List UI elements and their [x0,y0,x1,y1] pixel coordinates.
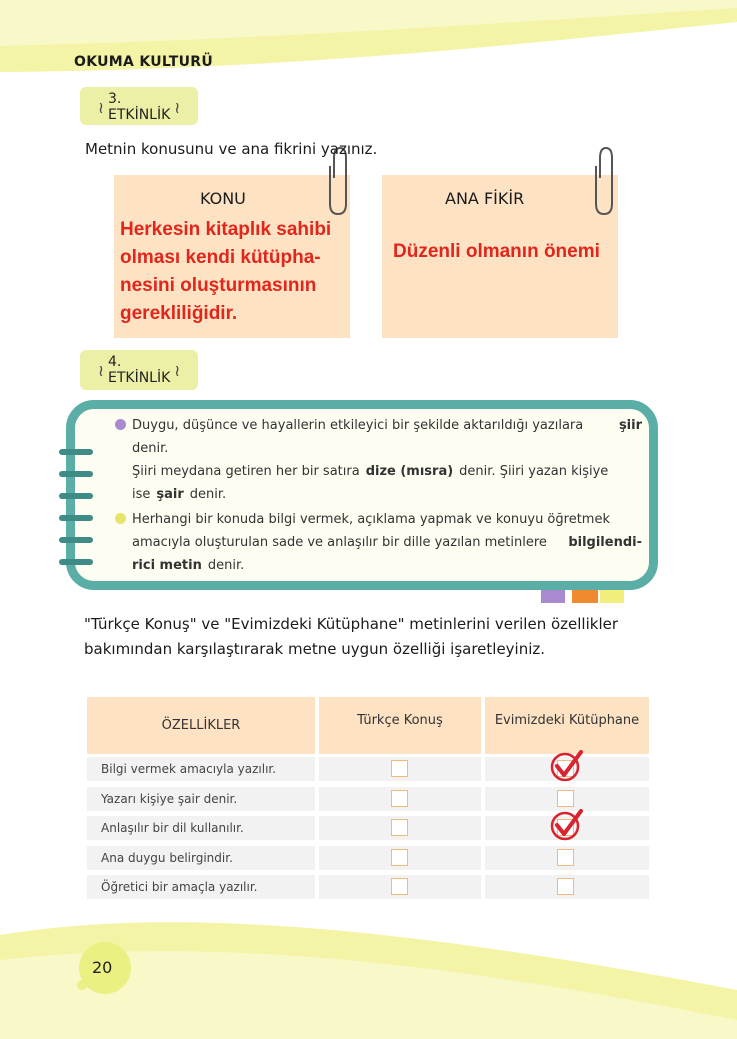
spiral-ring-icon [59,471,93,477]
feature-label: Öğretici bir amaçla yazılır. [101,880,258,894]
checkbox-evimizdeki[interactable] [557,790,574,807]
color-strip-yellow [600,590,624,603]
konu-answer-line: Herkesin kitaplık sahibi [120,219,332,240]
ana-fikir-label: ANA FİKİR [445,189,525,208]
spiral-ring-icon [59,493,93,499]
konu-answer [120,216,331,328]
info-text: Duygu, düşünce ve hayallerin etkileyici bir şekilde aktarıldığı yazılara [132,418,584,433]
konu-answer-line: nesini oluşturmasının [120,275,317,296]
feature-label: Anlaşılır bir dil kullanılır. [101,821,244,835]
checkbox-evimizdeki[interactable] [557,878,574,895]
info-line [132,483,642,506]
info-paragraph-1 [132,414,642,506]
info-line: denir. [132,441,169,456]
konu-answer-line: olması kendi kütüpha- [120,247,321,268]
tag-squiggle-right-icon: ≀ [174,360,181,380]
keyword-bilgilendirici: bilgilendi- [568,535,642,550]
spiral-ring-icon [59,515,93,521]
header-evimizdeki-kutuphane: Evimizdeki Kütüphane [485,697,649,754]
info-text: Şiiri meydana getiren her bir satıra [132,464,360,479]
info-text: amacıyla oluşturulan sade ve anlaşılır bir dille yazılan metinlere [132,535,547,550]
ana-fikir-answer: Düzenli olmanın önemi [393,241,600,262]
page-number: 20 [92,958,113,977]
activity-3-tag-label: 3. ETKİNLİK [108,91,171,123]
info-text: denir. Şiiri yazan kişiye [459,464,609,479]
activity-3-tag [80,87,198,127]
info-text: denir. [207,558,245,573]
bullet-yellow-icon [115,513,126,524]
feature-label: Yazarı kişiye şair denir. [101,792,238,806]
keyword-metin: rici metin [132,558,202,573]
feature-label: Ana duygu belirgindir. [101,851,233,865]
checkbox-turkce-konus[interactable] [391,790,408,807]
bullet-purple-icon [115,419,126,430]
info-text: denir. [189,487,227,502]
checkbox-turkce-konus[interactable] [391,878,408,895]
activity-3-instruction: Metnin konusunu ve ana fikrini yazınız. [85,140,378,158]
spiral-ring-icon [59,449,93,455]
info-paragraph-2 [132,508,642,577]
color-strip-orange [572,590,598,603]
question-line: "Türkçe Konuş" ve "Evimizdeki Kütüphane" metinlerini verilen özellikler [84,615,619,633]
checkbox-evimizdeki[interactable] [557,849,574,866]
checkbox-turkce-konus[interactable] [391,849,408,866]
header-ozellikler: ÖZELLİKLER [87,697,315,754]
spiral-ring-icon [59,559,93,565]
info-text: ise [132,487,151,502]
checkbox-turkce-konus[interactable] [391,819,408,836]
feature-label: Bilgi vermek amacıyla yazılır. [101,762,277,776]
tag-squiggle-left-icon: ≀ [98,97,104,117]
section-title: OKUMA KULTURÜ [74,54,214,70]
konu-card [114,175,350,338]
info-line [132,460,642,483]
konu-label: KONU [200,189,246,208]
activity-4-tag [80,350,198,390]
activity-4-tag-label: 4. ETKİNLİK [108,354,171,386]
info-line: Herhangi bir konuda bilgi vermek, açıklama yapmak ve konuyu öğretmek [132,512,610,527]
keyword-sair: şair [156,487,184,502]
info-line [132,531,642,554]
spiral-ring-icon [59,537,93,543]
ana-fikir-card [382,175,618,338]
color-strip-purple [541,590,565,603]
activity-4-question [84,612,652,662]
tag-squiggle-right-icon: ≀ [174,97,181,117]
checkbox-turkce-konus[interactable] [391,760,408,777]
keyword-dize: dize (mısra) [365,464,454,479]
header-turkce-konus: Türkçe Konuş [319,697,481,754]
konu-answer-line: gerekliliğidir. [120,303,238,324]
checkmark-icon [548,808,584,842]
tag-squiggle-left-icon: ≀ [98,360,104,380]
checkmark-icon [548,749,584,783]
question-line: bakımından karşılaştırarak metne uygun özelliği işaretleyiniz. [84,640,546,658]
info-line [132,414,642,437]
keyword-siir: şiir [618,418,642,433]
info-line [132,554,642,577]
